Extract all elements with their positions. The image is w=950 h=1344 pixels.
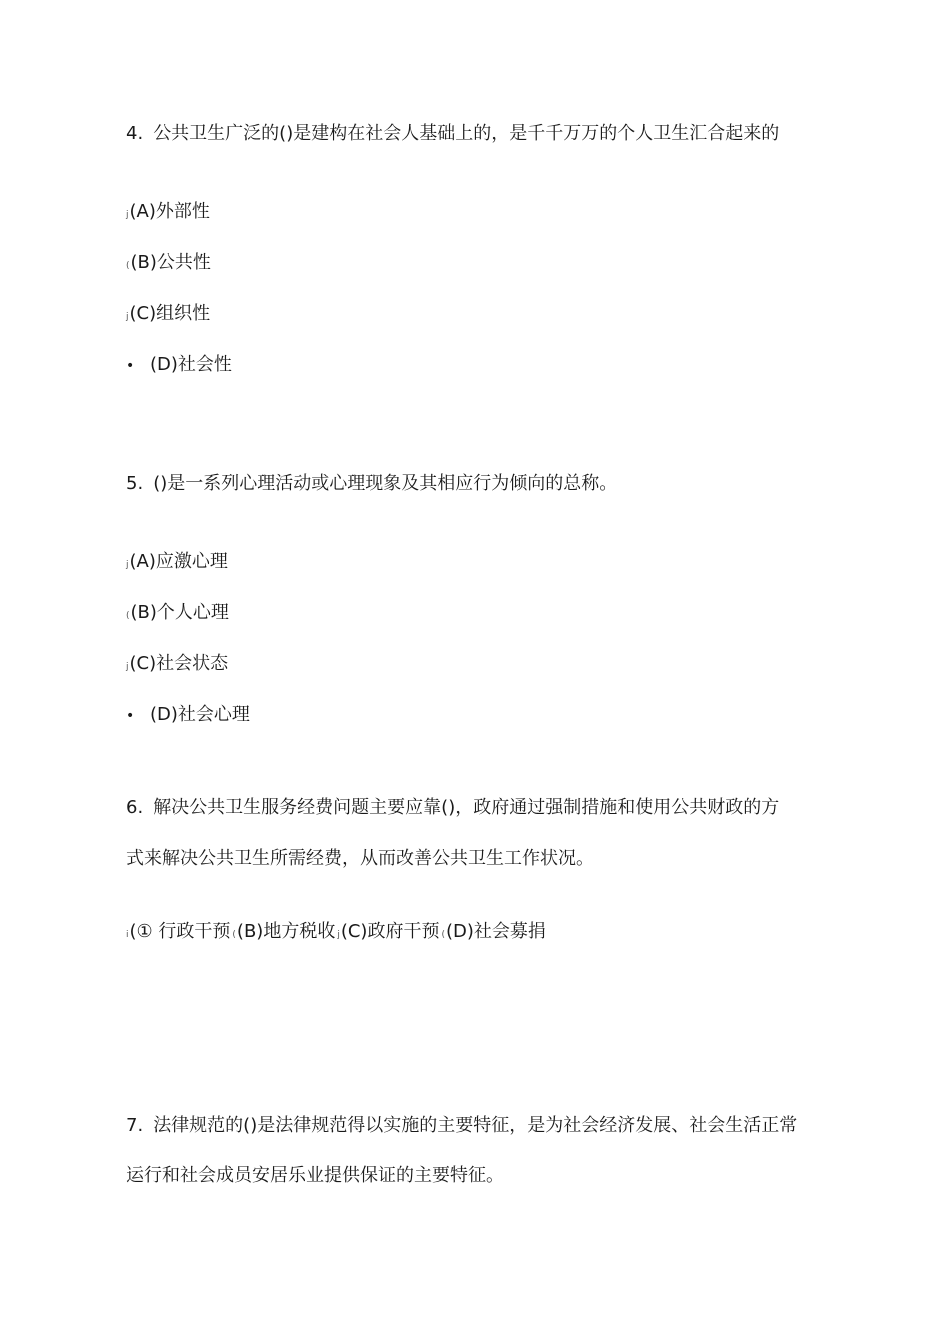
question-number: 6. [126, 797, 144, 818]
question-4-stem [126, 122, 779, 146]
option-label: (B)地方税收 [236, 921, 336, 942]
option-label: (A)外部性 [129, 201, 210, 222]
question-text: 公共卫生广泛的()是建构在社会人基础上的，是千千万万的个人卫生汇合起来的 [153, 123, 780, 144]
option-c[interactable] [126, 652, 228, 679]
radio-marker-icon: ( [232, 930, 236, 940]
question-text: ()是一系列心理活动或心理现象及其相应行为倾向的总称。 [153, 473, 618, 494]
question-number: 5. [126, 473, 144, 494]
radio-marker-icon: j [126, 560, 129, 570]
radio-marker-icon: j [126, 312, 129, 322]
option-label: (B)公共性 [130, 252, 211, 273]
option-b[interactable] [126, 251, 211, 278]
option-b[interactable] [126, 601, 229, 628]
option-d[interactable] [441, 921, 545, 942]
question-text: 解决公共卫生服务经费问题主要应靠()，政府通过强制措施和使用公共财政的方 [153, 797, 780, 818]
question-7-stem-continued [126, 1164, 504, 1188]
option-label: (D)社会募捐 [445, 921, 546, 942]
question-7-stem [126, 1114, 797, 1138]
option-b[interactable] [232, 921, 337, 942]
radio-marker-icon: j [337, 930, 340, 940]
question-5-stem [126, 472, 617, 496]
question-text: 法律规范的()是法律规范得以实施的主要特征，是为社会经济发展、社会生活正常 [153, 1115, 798, 1136]
option-label: (D)社会心理 [150, 704, 250, 725]
option-a[interactable] [126, 550, 228, 577]
question-6-stem [126, 796, 779, 820]
radio-marker-icon: j [126, 210, 129, 220]
option-a[interactable] [126, 921, 232, 942]
question-text: 运行和社会成员安居乐业提供保证的主要特征。 [126, 1165, 504, 1186]
option-a[interactable] [126, 200, 210, 227]
radio-marker-icon: ( [126, 261, 130, 271]
option-c[interactable] [337, 921, 441, 942]
question-6-stem-continued [126, 847, 594, 871]
option-label: (① 行政干预 [129, 921, 231, 942]
question-number: 7. [126, 1115, 144, 1136]
option-d[interactable] [126, 703, 250, 728]
bullet-icon: • [126, 358, 135, 374]
question-6-options [126, 920, 546, 947]
option-label: (C)组织性 [129, 303, 211, 324]
option-label: (D)社会性 [150, 354, 232, 375]
bullet-icon: • [126, 708, 135, 724]
radio-marker-icon: ( [441, 930, 445, 940]
radio-marker-icon: j [126, 662, 129, 672]
option-d[interactable] [126, 353, 232, 378]
option-label: (C)社会状态 [129, 653, 229, 674]
question-number: 4. [126, 123, 144, 144]
option-label: (B)个人心理 [130, 602, 229, 623]
option-c[interactable] [126, 302, 210, 329]
radio-marker-icon: ( [126, 611, 130, 621]
radio-marker-icon: i [126, 930, 129, 940]
option-label: (C)政府干预 [340, 921, 440, 942]
question-text: 式来解决公共卫生所需经费，从而改善公共卫生工作状况。 [126, 848, 594, 869]
option-label: (A)应激心理 [129, 551, 228, 572]
